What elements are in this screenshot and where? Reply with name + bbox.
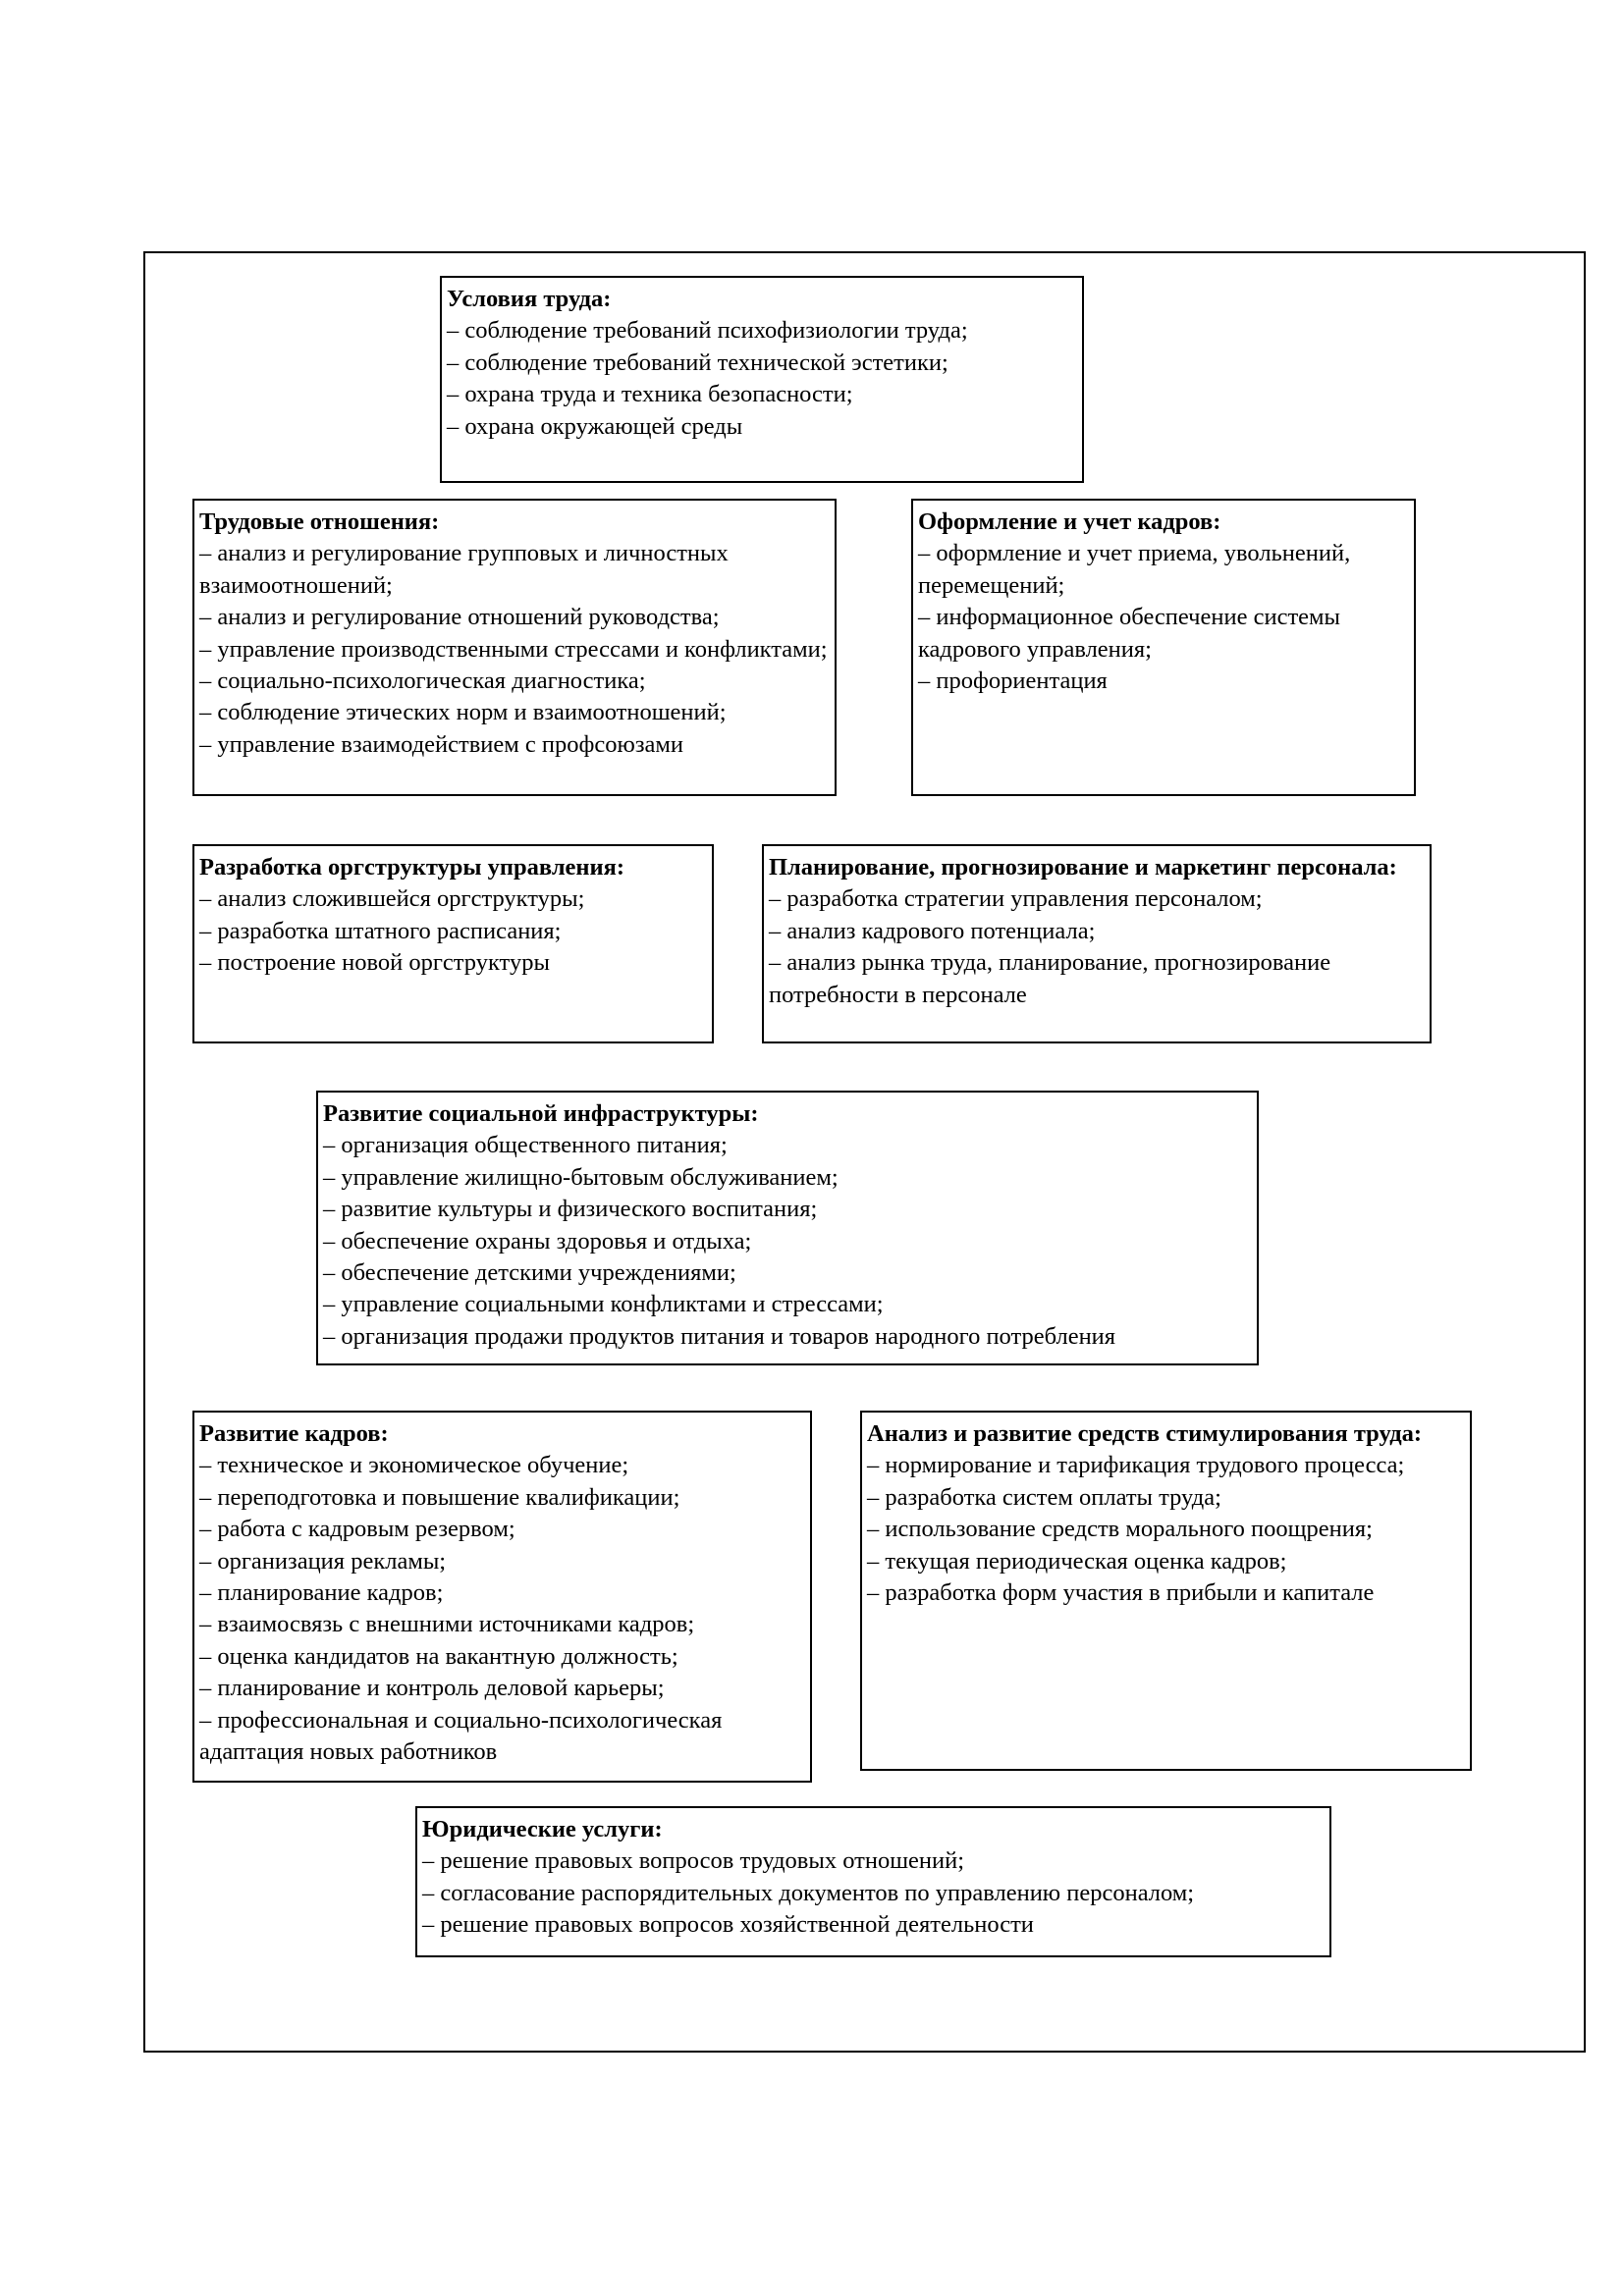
box-personnel-records xyxy=(911,499,1416,796)
list-item: – анализ рынка труда, планирование, прогнозирование потребности в персонале xyxy=(769,949,1331,1008)
list-item: – текущая периодическая оценка кадров; xyxy=(867,1547,1287,1575)
list-item: – социально-психологическая диагностика; xyxy=(199,667,646,695)
box-item-list xyxy=(199,883,707,979)
list-item: – построение новой оргструктуры xyxy=(199,949,550,977)
list-item: – использование средств морального поощрения; xyxy=(867,1516,1373,1543)
list-item: – разработка штатного расписания; xyxy=(199,917,562,944)
box-title: Трудовые отношения: xyxy=(199,508,440,535)
box-social-infrastructure xyxy=(316,1091,1259,1365)
list-item: – развитие культуры и физического воспитания; xyxy=(323,1196,818,1223)
box-item-list xyxy=(422,1845,1325,1941)
box-title: Развитие социальной инфраструктуры: xyxy=(323,1100,759,1127)
list-item: – соблюдение этических норм и взаимоотношений; xyxy=(199,699,727,726)
box-title: Развитие кадров: xyxy=(199,1420,389,1447)
box-item-list xyxy=(918,538,1409,697)
box-labor-incentives xyxy=(860,1411,1472,1771)
list-item: – планирование и контроль деловой карьеры; xyxy=(199,1675,665,1702)
list-item: – взаимосвязь с внешними источниками кадров; xyxy=(199,1611,695,1638)
box-item-list xyxy=(199,1450,805,1768)
box-item-list xyxy=(769,883,1425,1011)
box-title: Юридические услуги: xyxy=(422,1816,663,1842)
list-item: – охрана окружающей среды xyxy=(447,412,743,440)
list-item: – охрана труда и техника безопасности; xyxy=(447,381,853,408)
list-item: – управление взаимодействием с профсоюзами xyxy=(199,730,684,758)
list-item: – информационное обеспечение системы кадрового управления; xyxy=(918,604,1341,663)
list-item: – организация продажи продуктов питания и товаров народного потребления xyxy=(323,1322,1116,1350)
list-item: – обеспечение охраны здоровья и отдыха; xyxy=(323,1227,752,1255)
list-item: – соблюдение требований психофизиологии труда; xyxy=(447,317,968,345)
box-personnel-planning xyxy=(762,844,1432,1043)
list-item: – решение правовых вопросов хозяйственной деятельности xyxy=(422,1911,1034,1939)
list-item: – организация общественного питания; xyxy=(323,1132,728,1159)
box-title: Планирование, прогнозирование и маркетинг персонала: xyxy=(769,854,1397,881)
list-item: – оформление и учет приема, увольнений, перемещений; xyxy=(918,540,1351,599)
box-item-list xyxy=(867,1450,1465,1609)
list-item: – переподготовка и повышение квалификации; xyxy=(199,1483,680,1511)
list-item: – анализ сложившейся оргструктуры; xyxy=(199,885,585,913)
box-title: Условия труда: xyxy=(447,286,612,312)
list-item: – управление производственными стрессами и конфликтами; xyxy=(199,635,828,663)
list-item: – обеспечение детскими учреждениями; xyxy=(323,1259,736,1287)
list-item: – решение правовых вопросов трудовых отношений; xyxy=(422,1847,965,1875)
list-item: – анализ кадрового потенциала; xyxy=(769,917,1096,944)
list-item: – разработка стратегии управления персоналом; xyxy=(769,885,1263,913)
list-item: – нормирование и тарификация трудового процесса; xyxy=(867,1452,1405,1479)
list-item: – управление социальными конфликтами и стрессами; xyxy=(323,1291,884,1318)
box-org-structure xyxy=(192,844,714,1043)
box-item-list xyxy=(447,315,1077,443)
list-item: – анализ и регулирование отношений руководства; xyxy=(199,604,720,631)
list-item: – профессиональная и социально-психологическая адаптация новых работников xyxy=(199,1706,723,1766)
list-item: – работа с кадровым резервом; xyxy=(199,1516,515,1543)
list-item: – управление жилищно-бытовым обслуживанием; xyxy=(323,1163,839,1191)
box-item-list xyxy=(323,1130,1252,1353)
list-item: – планирование кадров; xyxy=(199,1579,444,1607)
list-item: – оценка кандидатов на вакантную должность; xyxy=(199,1642,678,1670)
box-legal-services xyxy=(415,1806,1331,1957)
list-item: – техническое и экономическое обучение; xyxy=(199,1452,629,1479)
box-title: Разработка оргструктуры управления: xyxy=(199,854,625,881)
box-title: Оформление и учет кадров: xyxy=(918,508,1221,535)
box-working-conditions xyxy=(440,276,1084,483)
list-item: – профориентация xyxy=(918,667,1108,695)
box-labor-relations xyxy=(192,499,837,796)
list-item: – организация рекламы; xyxy=(199,1547,447,1575)
box-item-list xyxy=(199,538,830,761)
box-title: Анализ и развитие средств стимулирования труда: xyxy=(867,1420,1422,1447)
list-item: – разработка систем оплаты труда; xyxy=(867,1483,1221,1511)
list-item: – анализ и регулирование групповых и личностных взаимоотношений; xyxy=(199,540,729,599)
box-personnel-development xyxy=(192,1411,812,1783)
list-item: – согласование распорядительных документов по управлению персоналом; xyxy=(422,1879,1195,1906)
list-item: – соблюдение требований технической эстетики; xyxy=(447,348,948,376)
list-item: – разработка форм участия в прибыли и капитале xyxy=(867,1579,1375,1607)
